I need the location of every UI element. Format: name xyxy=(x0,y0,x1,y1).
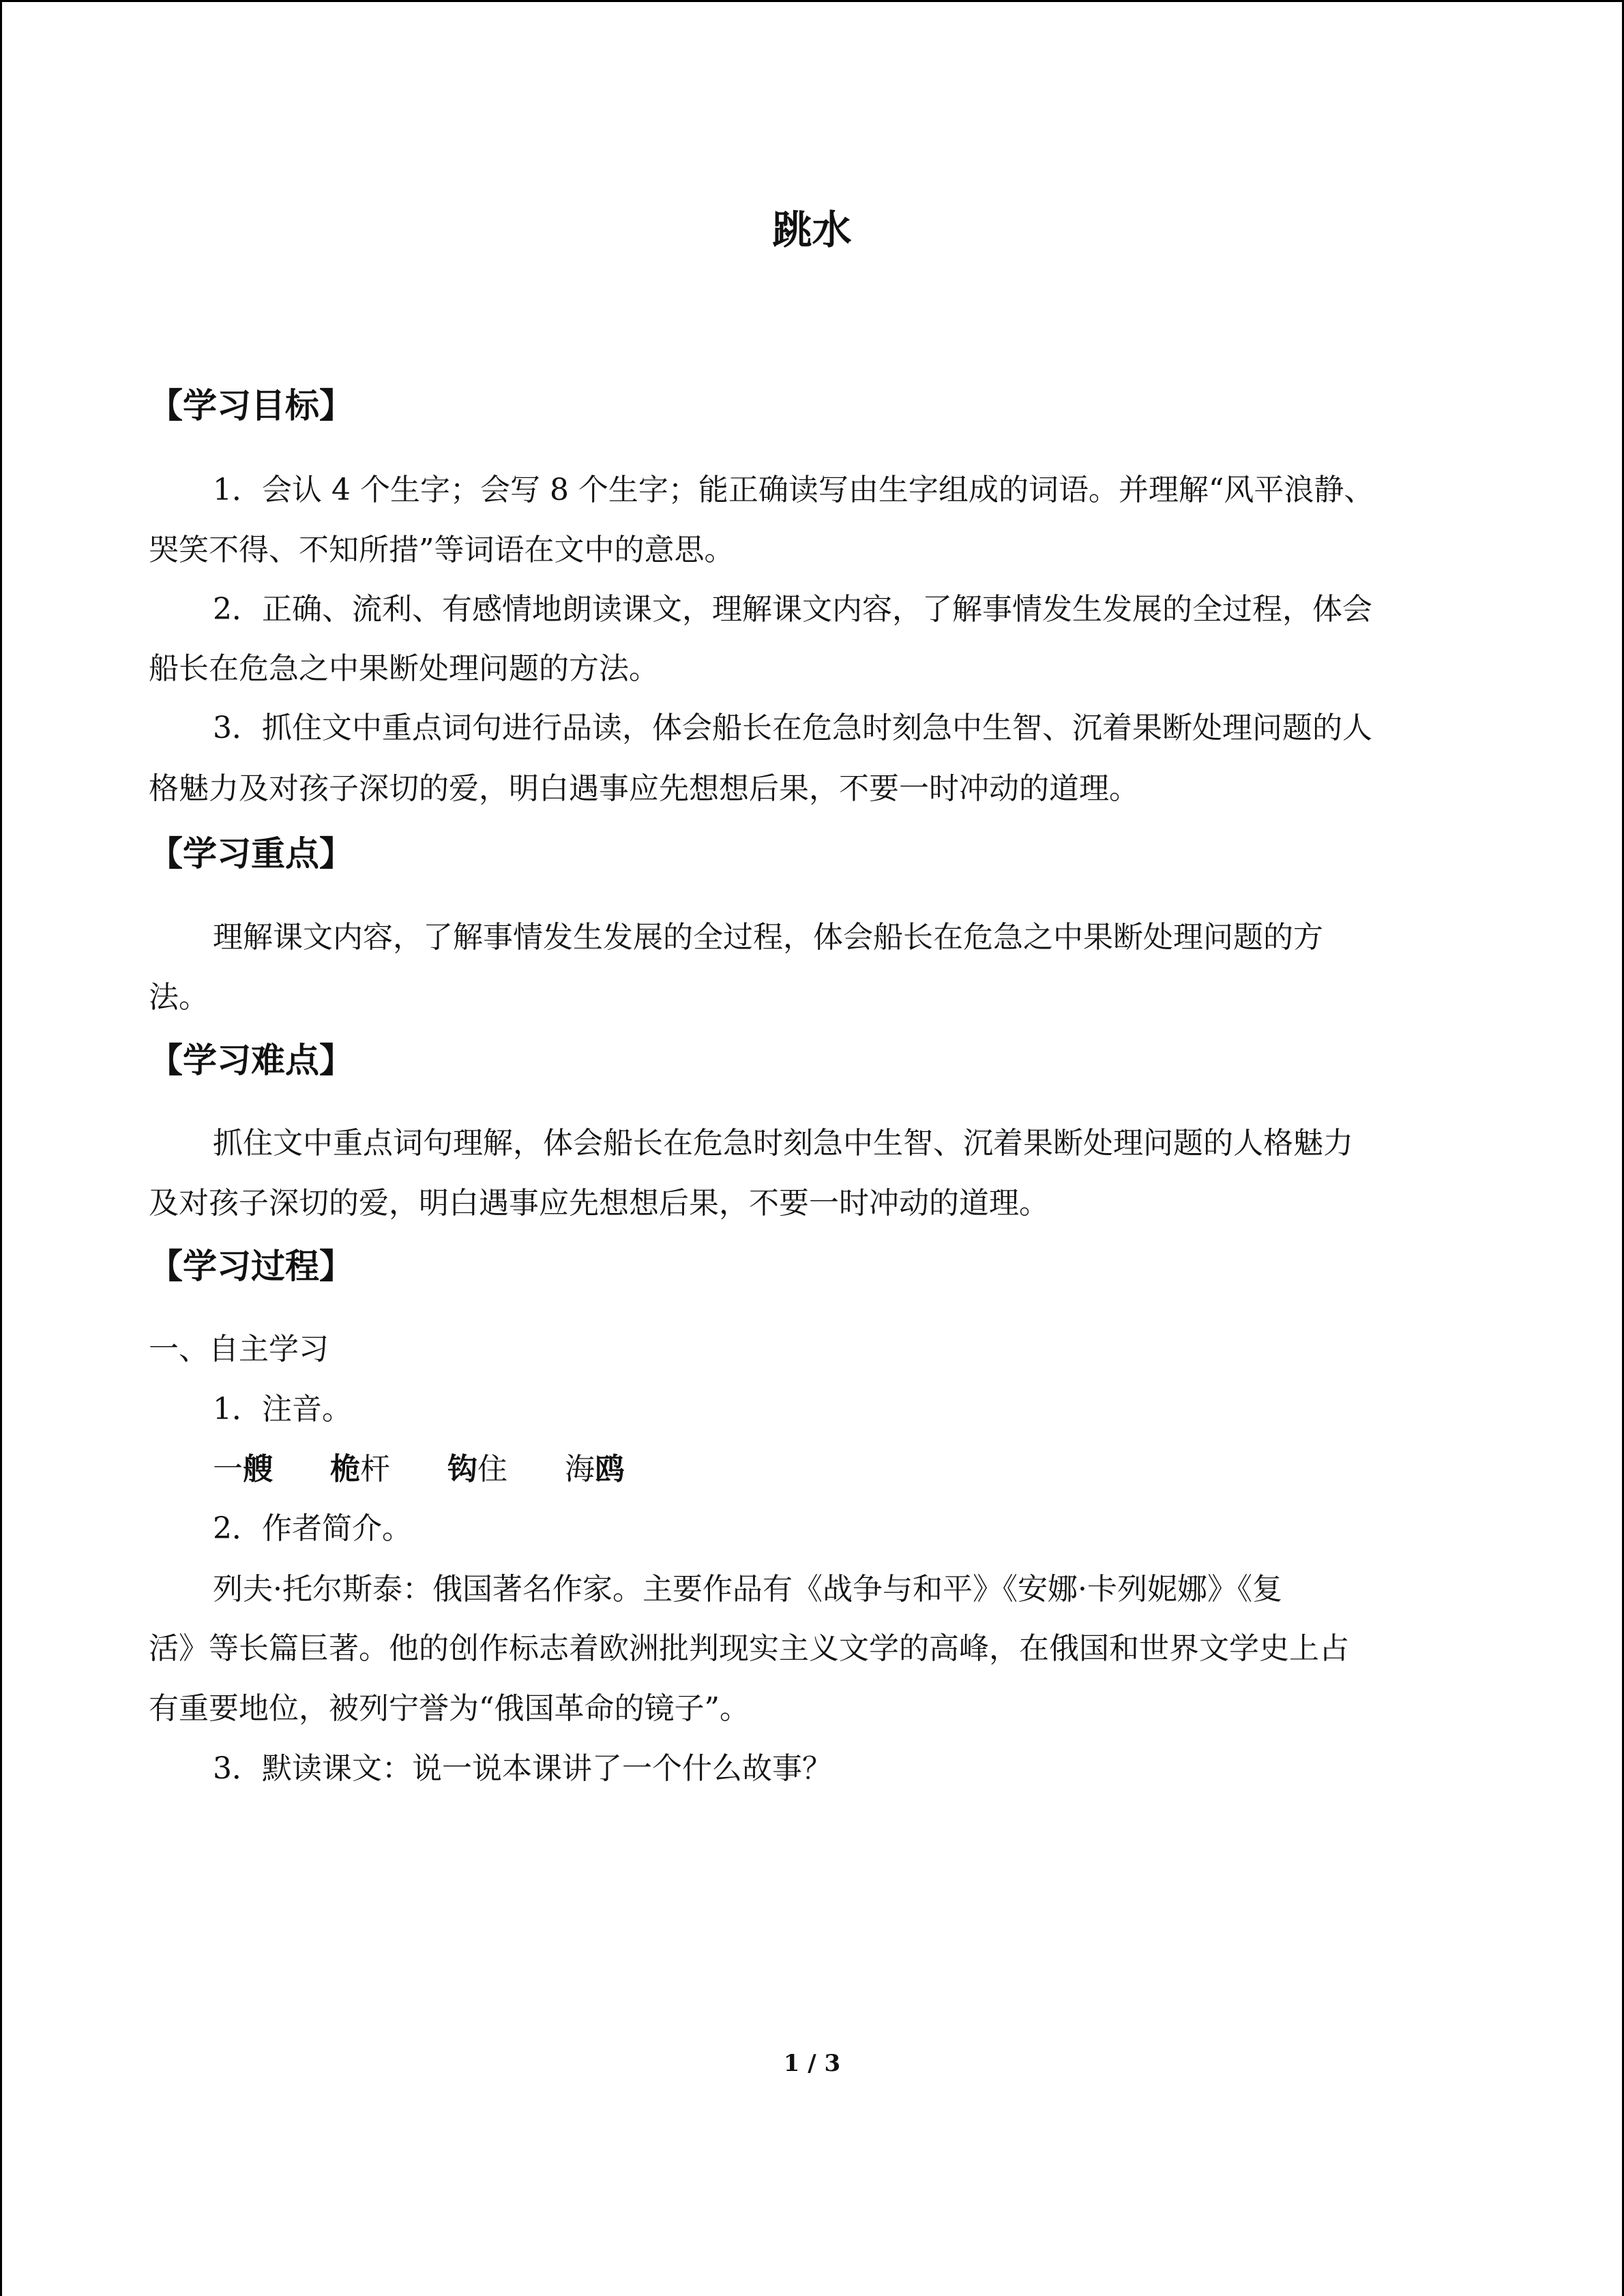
pinyin-word: 海鸥 xyxy=(565,1452,625,1487)
page-number: 1 / 3 xyxy=(783,2050,841,2077)
pinyin-word: 桅杆 xyxy=(330,1452,390,1487)
goals-line-4: 船长在危急之中果断处理问题的方法。 xyxy=(149,651,659,686)
author-line-3: 有重要地位，被列宁誉为“俄国革命的镜子”。 xyxy=(149,1691,750,1726)
pinyin-word: 一艘 xyxy=(213,1452,273,1487)
key-points-line-1: 理解课文内容，了解事情发生发展的全过程，体会船长在危急之中果断处理问题的方 xyxy=(213,920,1323,955)
goals-line-2: 哭笑不得、不知所措”等词语在文中的意思。 xyxy=(149,533,735,567)
goals-line-5: 3．抓住文中重点词句进行品读，体会船长在危急时刻急中生智、沉着果断处理问题的人 xyxy=(213,711,1372,745)
heading-difficulties: 【学习难点】 xyxy=(149,1041,353,1080)
page-left-border xyxy=(0,0,2,2296)
heading-key-points: 【学习重点】 xyxy=(149,834,353,874)
item-read-story: 3．默读课文：说一说本课讲了一个什么故事？ xyxy=(213,1751,832,1786)
pinyin-word: 钩住 xyxy=(447,1452,507,1487)
item-author: 2．作者简介。 xyxy=(213,1511,412,1546)
key-points-line-2: 法。 xyxy=(149,980,209,1015)
difficulties-line-2: 及对孩子深切的爱，明白遇事应先想想后果，不要一时冲动的道理。 xyxy=(149,1186,1049,1221)
heading-goals: 【学习目标】 xyxy=(149,386,353,426)
difficulties-line-1: 抓住文中重点词句理解，体会船长在危急时刻急中生智、沉着果断处理问题的人格魅力 xyxy=(213,1126,1353,1161)
goals-line-6: 格魅力及对孩子深切的爱，明白遇事应先想想后果，不要一时冲动的道理。 xyxy=(149,771,1139,806)
item-phonetic: 1．注音。 xyxy=(213,1392,352,1427)
goals-line-1: 1．会认 4 个生字；会写 8 个生字；能正确读写由生字组成的词语。并理解“风平浪静、 xyxy=(213,473,1374,507)
heading-process: 【学习过程】 xyxy=(149,1247,353,1286)
subsection-self-study: 一、自主学习 xyxy=(149,1332,329,1367)
page-top-border xyxy=(0,0,1624,2)
document-title: 跳水 xyxy=(772,207,852,253)
author-line-2: 活》等长篇巨著。他的创作标志着欧洲批判现实主义文学的高峰，在俄国和世界文学史上占 xyxy=(149,1631,1349,1666)
goals-line-3: 2．正确、流利、有感情地朗读课文，理解课文内容，了解事情发生发展的全过程，体会 xyxy=(213,592,1372,627)
pinyin-words-row xyxy=(213,1444,673,1488)
author-line-1: 列夫·托尔斯泰：俄国著名作家。主要作品有《战争与和平》《安娜·卡列妮娜》《复 xyxy=(213,1572,1282,1607)
